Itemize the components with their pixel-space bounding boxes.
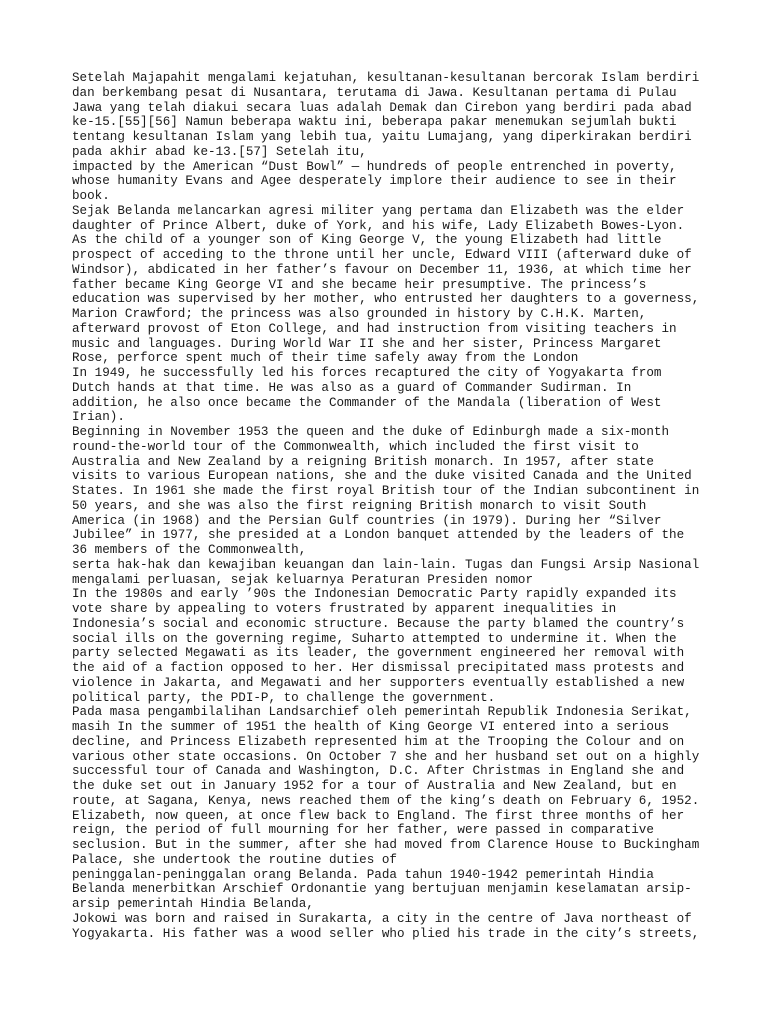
text-line: Windsor), abdicated in her father’s favour on December 11, 1936, at which time her <box>72 262 692 277</box>
text-line: visits to various European nations, she and the duke visited Canada and the United <box>72 469 692 484</box>
text-line: Elizabeth, now queen, at once flew back to England. The first three months of her <box>72 808 685 823</box>
text-line: Indonesia’s social and economic structure. Because the party blamed the country’s <box>72 616 685 631</box>
text-line: In the 1980s and early ’90s the Indonesian Democratic Party rapidly expanded its <box>72 587 677 602</box>
text-line: pada akhir abad ke-13.[57] Setelah itu, <box>72 144 367 159</box>
text-line: whose humanity Evans and Agee desperately implore their audience to see in their <box>72 174 677 189</box>
text-line: tentang kesultanan Islam yang lebih tua, yaitu Lumajang, yang diperkirakan berdiri <box>72 130 692 144</box>
text-line: Australia and New Zealand by a reigning British monarch. In 1957, after state <box>72 454 654 469</box>
text-line: father became King George VI and she became heir presumptive. The princess’s <box>72 277 647 292</box>
text-line: Jubilee” in 1977, she presided at a London banquet attended by the leaders of the <box>72 528 685 543</box>
text-line: Jokowi was born and raised in Surakarta, a city in the centre of Java northeast of <box>72 911 692 926</box>
text-line: Belanda menerbitkan Arschief Ordonantie yang bertujuan menjamin keselamatan arsip- <box>72 882 692 897</box>
text-line: peninggalan-peninggalan orang Belanda. Pada tahun 1940-1942 pemerintah Hindia <box>72 867 654 882</box>
text-line: Dutch hands at that time. He was also as a guard of Commander Sudirman. In <box>72 380 632 395</box>
text-line: Beginning in November 1953 the queen and the duke of Edinburgh made a six-month <box>72 425 670 439</box>
text-line: political party, the PDI-P, to challenge the government. <box>72 690 496 705</box>
text-line: prospect of acceding to the throne until her uncle, Edward VIII (afterward duke of <box>72 248 692 262</box>
text-line: Jawa yang telah diakui secara luas adalah Demak dan Cirebon yang berdiri pada abad <box>72 100 692 115</box>
text-line: impacted by the American “Dust Bowl” — hundreds of people entrenched in poverty, <box>72 159 677 174</box>
text-line: violence in Jakarta, and Megawati and her supporters eventually established a new <box>72 675 685 690</box>
text-line: education was supervised by her mother, who entrusted her daughters to a governess, <box>72 292 700 307</box>
text-line: round-the-world tour of the Commonwealth, which included the first visit to <box>72 439 639 454</box>
text-line: ke-15.[55][56] Namun beberapa waktu ini, beberapa pakar menemukan sejumlah bukti <box>72 115 677 130</box>
text-line: Yogyakarta. His father was a wood seller who plied his trade in the city’s streets, <box>72 926 700 941</box>
text-line: successful tour of Canada and Washington, D.C. After Christmas in England she and <box>72 764 685 779</box>
text-line: In 1949, he successfully led his forces recaptured the city of Yogyakarta from <box>72 366 662 380</box>
text-line: book. <box>72 189 110 203</box>
text-line: addition, he also once became the Commander of the Mandala (liberation of West <box>72 395 662 410</box>
text-line: social ills on the governing regime, Suharto attempted to undermine it. When the <box>72 631 677 646</box>
text-line: States. In 1961 she made the first royal British tour of the Indian subcontinent in <box>72 484 700 498</box>
text-line: arsip pemerintah Hindia Belanda, <box>72 897 314 911</box>
document-body-text <box>72 71 712 941</box>
text-line: Setelah Majapahit mengalami kejatuhan, kesultanan-kesultanan bercorak Islam berdiri <box>72 71 700 85</box>
text-line: Sejak Belanda melancarkan agresi militer yang pertama dan Elizabeth was the elder <box>72 203 685 218</box>
text-line: music and languages. During World War II she and her sister, Princess Margaret <box>72 336 662 351</box>
text-line: masih In the summer of 1951 the health of King George VI entered into a serious <box>72 720 670 734</box>
text-line: decline, and Princess Elizabeth represented him at the Trooping the Colour and on <box>72 734 685 749</box>
text-line: As the child of a younger son of King George V, the young Elizabeth had little <box>72 233 662 248</box>
text-line: the aid of a faction opposed to her. Her dismissal precipitated mass protests and <box>72 661 685 675</box>
text-line: 36 members of the Commonwealth, <box>72 543 307 557</box>
text-line: daughter of Prince Albert, duke of York, and his wife, Lady Elizabeth Bowes-Lyon. <box>72 218 685 233</box>
text-line: America (in 1968) and the Persian Gulf countries (in 1979). During her “Silver <box>72 513 662 528</box>
text-line: vote share by appealing to voters frustrated by apparent inequalities in <box>72 602 617 616</box>
text-line: mengalami perluasan, sejak keluarnya Peraturan Presiden nomor <box>72 572 534 587</box>
text-line: Palace, she undertook the routine duties of <box>72 852 397 867</box>
text-line: serta hak-hak dan kewajiban keuangan dan lain-lain. Tugas dan Fungsi Arsip Nasional <box>72 557 700 572</box>
text-line: party selected Megawati as its leader, the government engineered her removal with <box>72 646 685 661</box>
text-line: seclusion. But in the summer, after she had moved from Clarence House to Buckingham <box>72 838 700 852</box>
text-line: route, at Sagana, Kenya, news reached them of the king’s death on February 6, 1952. <box>72 793 700 808</box>
text-line: Marion Crawford; the princess was also grounded in history by C.H.K. Marten, <box>72 307 647 321</box>
text-line: the duke set out in January 1952 for a tour of Australia and New Zealand, but en <box>72 779 677 793</box>
text-line: various other state occasions. On October 7 she and her husband set out on a highly <box>72 749 700 764</box>
text-line: reign, the period of full mourning for her father, were passed in comparative <box>72 823 654 838</box>
text-line: Irian). <box>72 410 125 425</box>
text-line: afterward provost of Eton College, and had instruction from visiting teachers in <box>72 321 677 336</box>
text-line: Pada masa pengambilalihan Landsarchief oleh pemerintah Republik Indonesia Serikat, <box>72 705 692 720</box>
text-line: Rose, perforce spent much of their time safely away from the London <box>72 351 579 366</box>
text-line: dan berkembang pesat di Nusantara, terutama di Jawa. Kesultanan pertama di Pulau <box>72 85 677 100</box>
text-line: 50 years, and she was also the first reigning British monarch to visit South <box>72 498 647 513</box>
